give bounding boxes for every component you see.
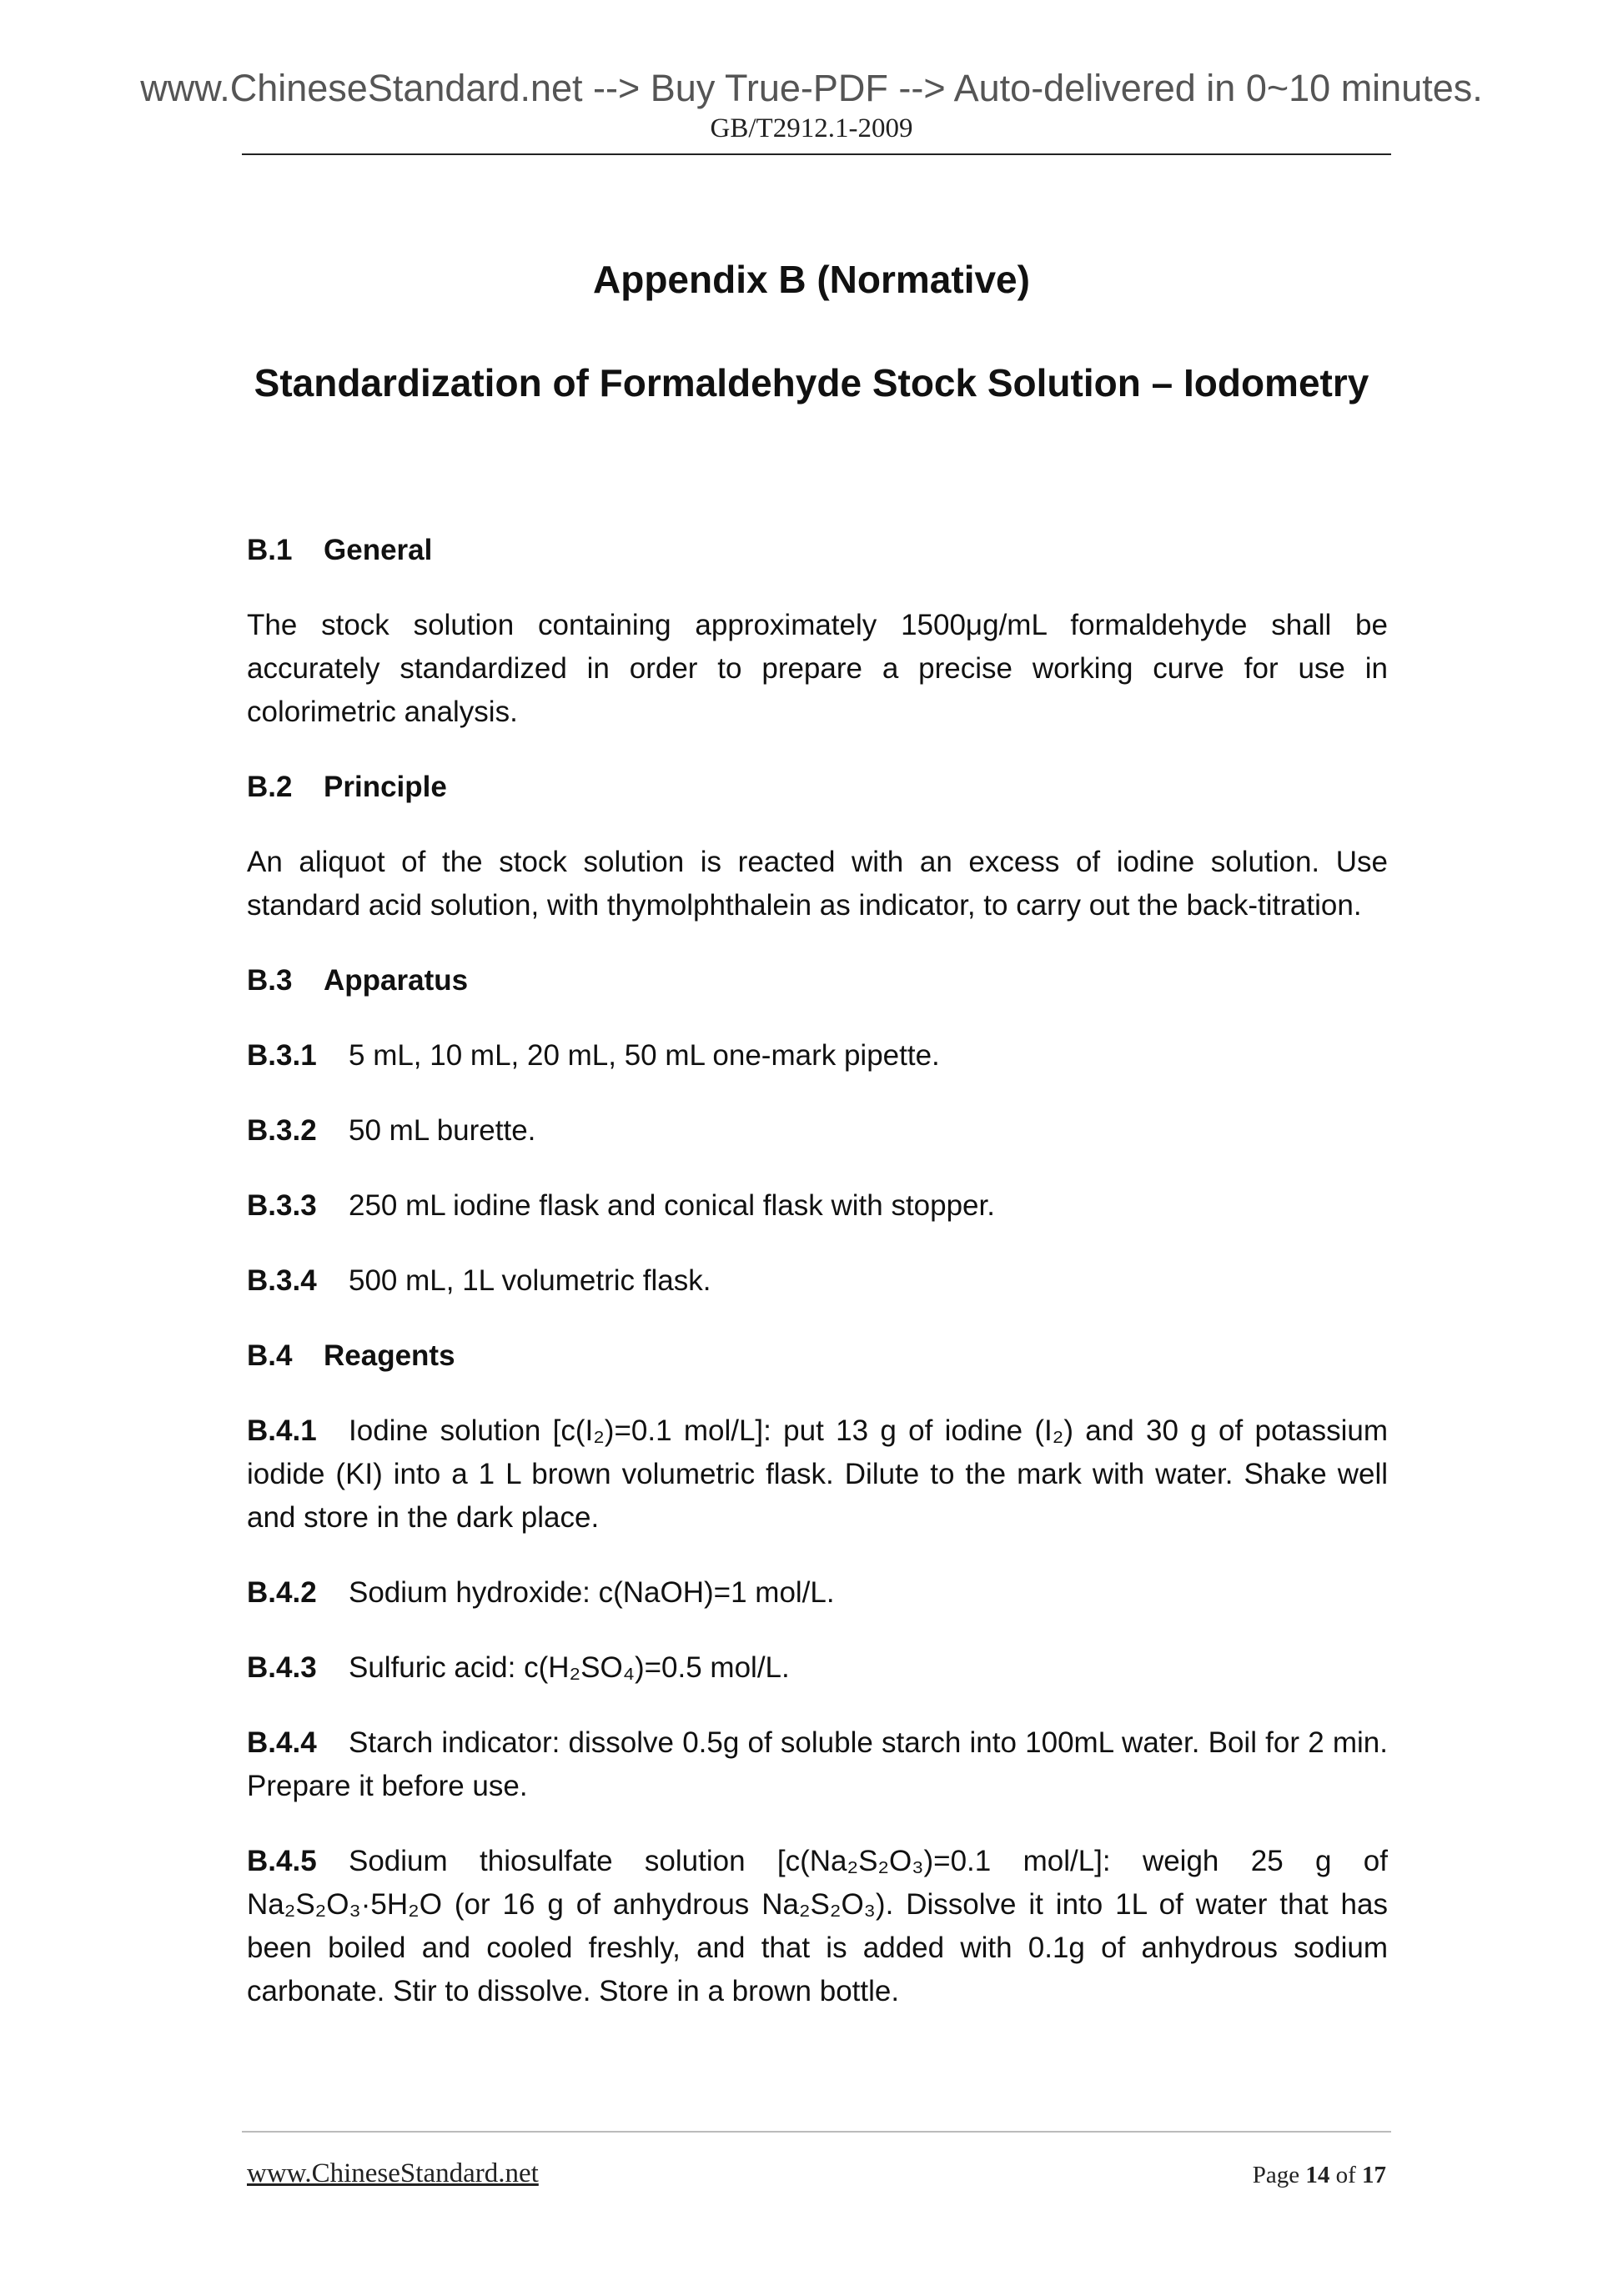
section-title: General <box>324 534 433 566</box>
footer-website-link[interactable]: www.ChineseStandard.net <box>247 2158 539 2188</box>
list-item <box>247 1259 1388 1303</box>
section-title: Reagents <box>324 1339 455 1372</box>
document-body <box>247 529 1388 2045</box>
standard-code: GB/T2912.1-2009 <box>710 113 913 143</box>
footer-rule <box>242 2131 1391 2133</box>
page-of-label: of <box>1335 2162 1356 2188</box>
section-number: B.1 <box>247 534 293 566</box>
list-item <box>247 1571 1388 1615</box>
list-item <box>247 1109 1388 1153</box>
item-text: 50 mL burette. <box>349 1114 536 1147</box>
item-text: 5 mL, 10 mL, 20 mL, 50 mL one-mark pipette. <box>349 1039 940 1072</box>
section-text-b1: The stock solution containing approximately 1500μg/mL formaldehyde shall be accurately standardized in order to prepare a precise working curve for use in colorimetric analysis. <box>247 609 1388 728</box>
item-number: B.3.3 <box>247 1189 317 1222</box>
item-text: 500 mL, 1L volumetric flask. <box>349 1264 711 1297</box>
top-banner: www.ChineseStandard.net --> Buy True-PDF --> Auto-delivered in 0~10 minutes. <box>140 67 1483 109</box>
item-number: B.4.4 <box>247 1726 317 1759</box>
item-text: 250 mL iodine flask and conical flask with stopper. <box>349 1189 995 1222</box>
list-item <box>247 1840 1388 2013</box>
section-heading-b1 <box>247 529 1388 572</box>
section-heading-b4 <box>247 1334 1388 1378</box>
page-current: 14 <box>1305 2162 1330 2188</box>
page-label: Page <box>1252 2162 1300 2188</box>
page-title: Standardization of Formaldehyde Stock Solution – Iodometry <box>254 361 1369 404</box>
item-number: B.4.2 <box>247 1576 317 1609</box>
item-number: B.4.3 <box>247 1651 317 1684</box>
section-number: B.2 <box>247 771 293 803</box>
item-number: B.4.1 <box>247 1414 317 1447</box>
item-number: B.3.4 <box>247 1264 317 1297</box>
section-heading-b3 <box>247 959 1388 1002</box>
appendix-title: Appendix B (Normative) <box>593 258 1030 301</box>
item-text: Sulfuric acid: c(H₂SO₄)=0.5 mol/L. <box>349 1651 790 1684</box>
section-text-b2: An aliquot of the stock solution is reacted with an excess of iodine solution. Use standard acid solution, with thymolphthalein as indicator, to carry out the back-titration. <box>247 846 1388 922</box>
list-item <box>247 1409 1388 1540</box>
page-number <box>1253 2162 1386 2189</box>
page-total: 17 <box>1362 2162 1386 2188</box>
item-number: B.3.1 <box>247 1039 317 1072</box>
section-number: B.4 <box>247 1339 293 1372</box>
list-item <box>247 1034 1388 1078</box>
list-item <box>247 1721 1388 1808</box>
item-number: B.3.2 <box>247 1114 317 1147</box>
list-item <box>247 1646 1388 1690</box>
item-text: Iodine solution [c(I₂)=0.1 mol/L]: put 13 g of iodine (I₂) and 30 g of potassium iodide (KI) into a 1 L brown volumetric flask. Dilute to the mark with water. Shake well and store in the dark place. <box>247 1414 1388 1534</box>
section-heading-b2 <box>247 766 1388 809</box>
section-title: Apparatus <box>324 964 469 997</box>
header-rule <box>242 153 1391 155</box>
section-title: Principle <box>324 771 447 803</box>
item-number: B.4.5 <box>247 1845 317 1877</box>
item-text: Sodium hydroxide: c(NaOH)=1 mol/L. <box>349 1576 835 1609</box>
item-text: Starch indicator: dissolve 0.5g of soluble starch into 100mL water. Boil for 2 min. Prepare it before use. <box>247 1726 1388 1802</box>
list-item <box>247 1184 1388 1228</box>
section-number: B.3 <box>247 964 293 997</box>
item-text: Sodium thiosulfate solution [c(Na₂S₂O₃)=0.1 mol/L]: weigh 25 g of Na₂S₂O₃·5H₂O (or 16 g of anhydrous Na₂S₂O₃). Dissolve it into 1L of water that has been boiled and cooled freshly, and that is added with 0.1g of anhydrous sodium carbonate. Stir to dissolve. Store in a brown bottle. <box>247 1845 1388 2007</box>
